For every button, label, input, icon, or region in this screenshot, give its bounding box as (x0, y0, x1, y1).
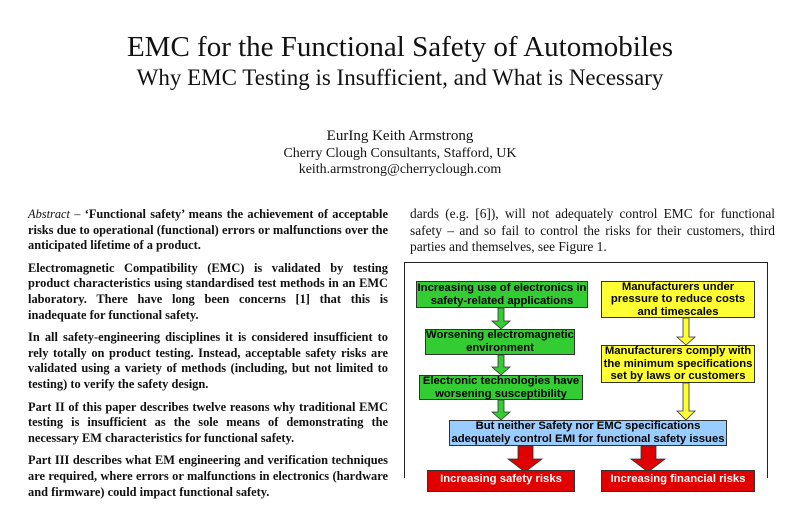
box-increasing-electronics: Increasing use of electronics in safety-related applications (417, 281, 587, 307)
figure-1 (404, 262, 768, 485)
box-manufacturers-pressure: Manufacturers under pressure to reduce costs and timescales (601, 281, 755, 318)
paper-subtitle: Why EMC Testing is Insufficient, and What is Necessary (136, 65, 664, 90)
author-name: EurIng Keith Armstrong (326, 128, 474, 144)
abstract-paragraph-4: Part II of this paper describes twelve reasons why traditional EMC testing is insufficient as the sole means of demonstrating the necessary EM characteristics for functional safety. (28, 399, 388, 445)
box-safety-risks: Increasing safety risks (427, 470, 575, 492)
abstract-column (28, 207, 388, 507)
arrow-red-2 (631, 446, 665, 472)
arrow-red-1 (508, 446, 542, 472)
box-manufacturers-comply: Manufacturers comply with the minimum specifications set by laws or customers (601, 345, 755, 383)
abstract-paragraph-2: Electromagnetic Compatibility (EMC) is validated by testing product characteristics using standardised test methods in an EMC laboratory. There have long been concerns [1] that this is inadequate for functional safety. (28, 260, 388, 322)
abstract-text-1: ‘Functional safety’ means the achievement of acceptable risks due to operational (functional) errors or malfunctions over the anticipated lifetime of a product. (28, 207, 388, 253)
arrow-green-2 (492, 355, 510, 375)
abstract-paragraph-3: In all safety-engineering disciplines it is considered insufficient to rely totally on product testing. Instead, acceptable safety risks are validated using a variety of methods (including, but not limited to testing) to verify the safety design. (28, 330, 388, 391)
abstract-dash: – (70, 207, 85, 221)
arrow-green-3 (492, 400, 510, 420)
author-affiliation: Cherry Clough Consultants, Stafford, UK (283, 146, 517, 161)
abstract-paragraph-1 (28, 207, 388, 254)
abstract-label: Abstract (28, 207, 70, 221)
paper-title: EMC for the Functional Safety of Automobiles (126, 31, 674, 63)
body-text-column: dards (e.g. [6]), will not adequately control EMC for functional safety – and so fail to control the risks for their customers, third parties and themselves, see Figure 1. (410, 206, 775, 255)
arrow-green-1 (492, 308, 510, 329)
box-financial-risks: Increasing financial risks (601, 470, 755, 492)
arrow-yellow-2 (677, 383, 695, 420)
arrow-yellow-1 (677, 318, 695, 345)
abstract-paragraph-5: Part III describes what EM engineering and verification techniques are required, where errors or malfunctions in electronics (hardware and firmware) could impact functional safety. (28, 453, 388, 499)
box-worsening-susceptibility: Electronic technologies have worsening susceptibility (419, 375, 583, 400)
box-neither-control: But neither Safety nor EMC specifications adequately control EMI for functional safety issues (449, 420, 727, 446)
box-worsening-environment: Worsening electromagnetic environment (426, 329, 574, 354)
author-email: keith.armstrong@cherryclough.com (298, 162, 502, 177)
